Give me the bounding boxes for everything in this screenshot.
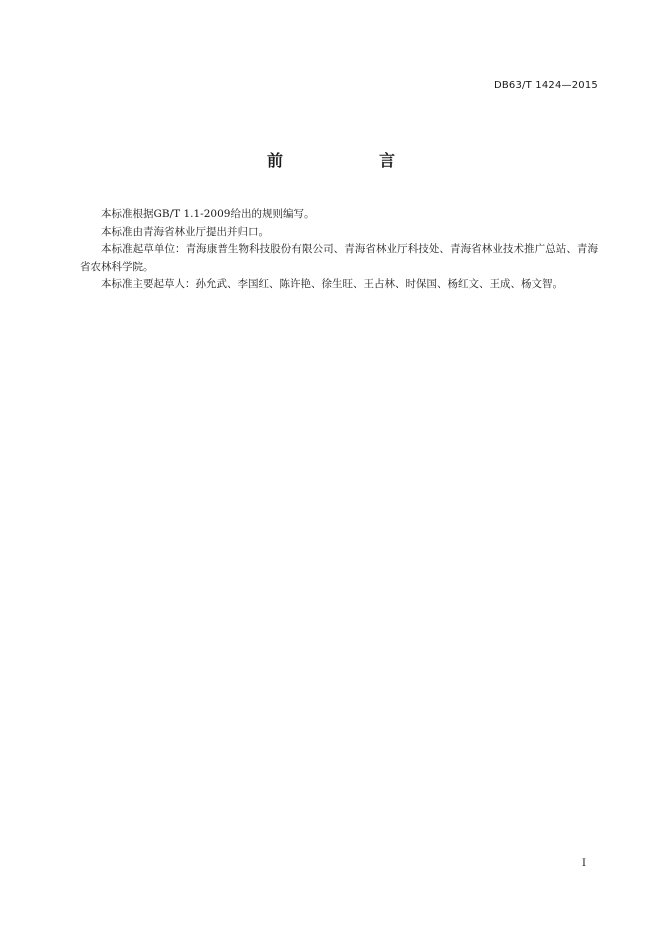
paragraph-drafters: 本标准主要起草人：孙允武、李国红、陈许艳、徐生旺、王占林、时保国、杨红文、王成、杨文智。 xyxy=(101,278,563,290)
standard-code-header: DB63/T 1424—2015 xyxy=(493,80,598,91)
page-title: 前 言 xyxy=(266,151,435,170)
page-number: I xyxy=(582,858,586,869)
paragraph-proposer: 本标准由青海省林业厅提出并归口。 xyxy=(101,225,269,238)
paragraph-drafting-rules: 本标准根据GB/T 1.1-2009给出的规则编写。 xyxy=(101,208,315,220)
foreword-body xyxy=(80,206,598,294)
paragraph-drafting-units: 本标准起草单位：青海康普生物科技股份有限公司、青海省林业厅科技处、青海省林业技术推广总站、青海省农林科学院。 xyxy=(80,243,598,273)
